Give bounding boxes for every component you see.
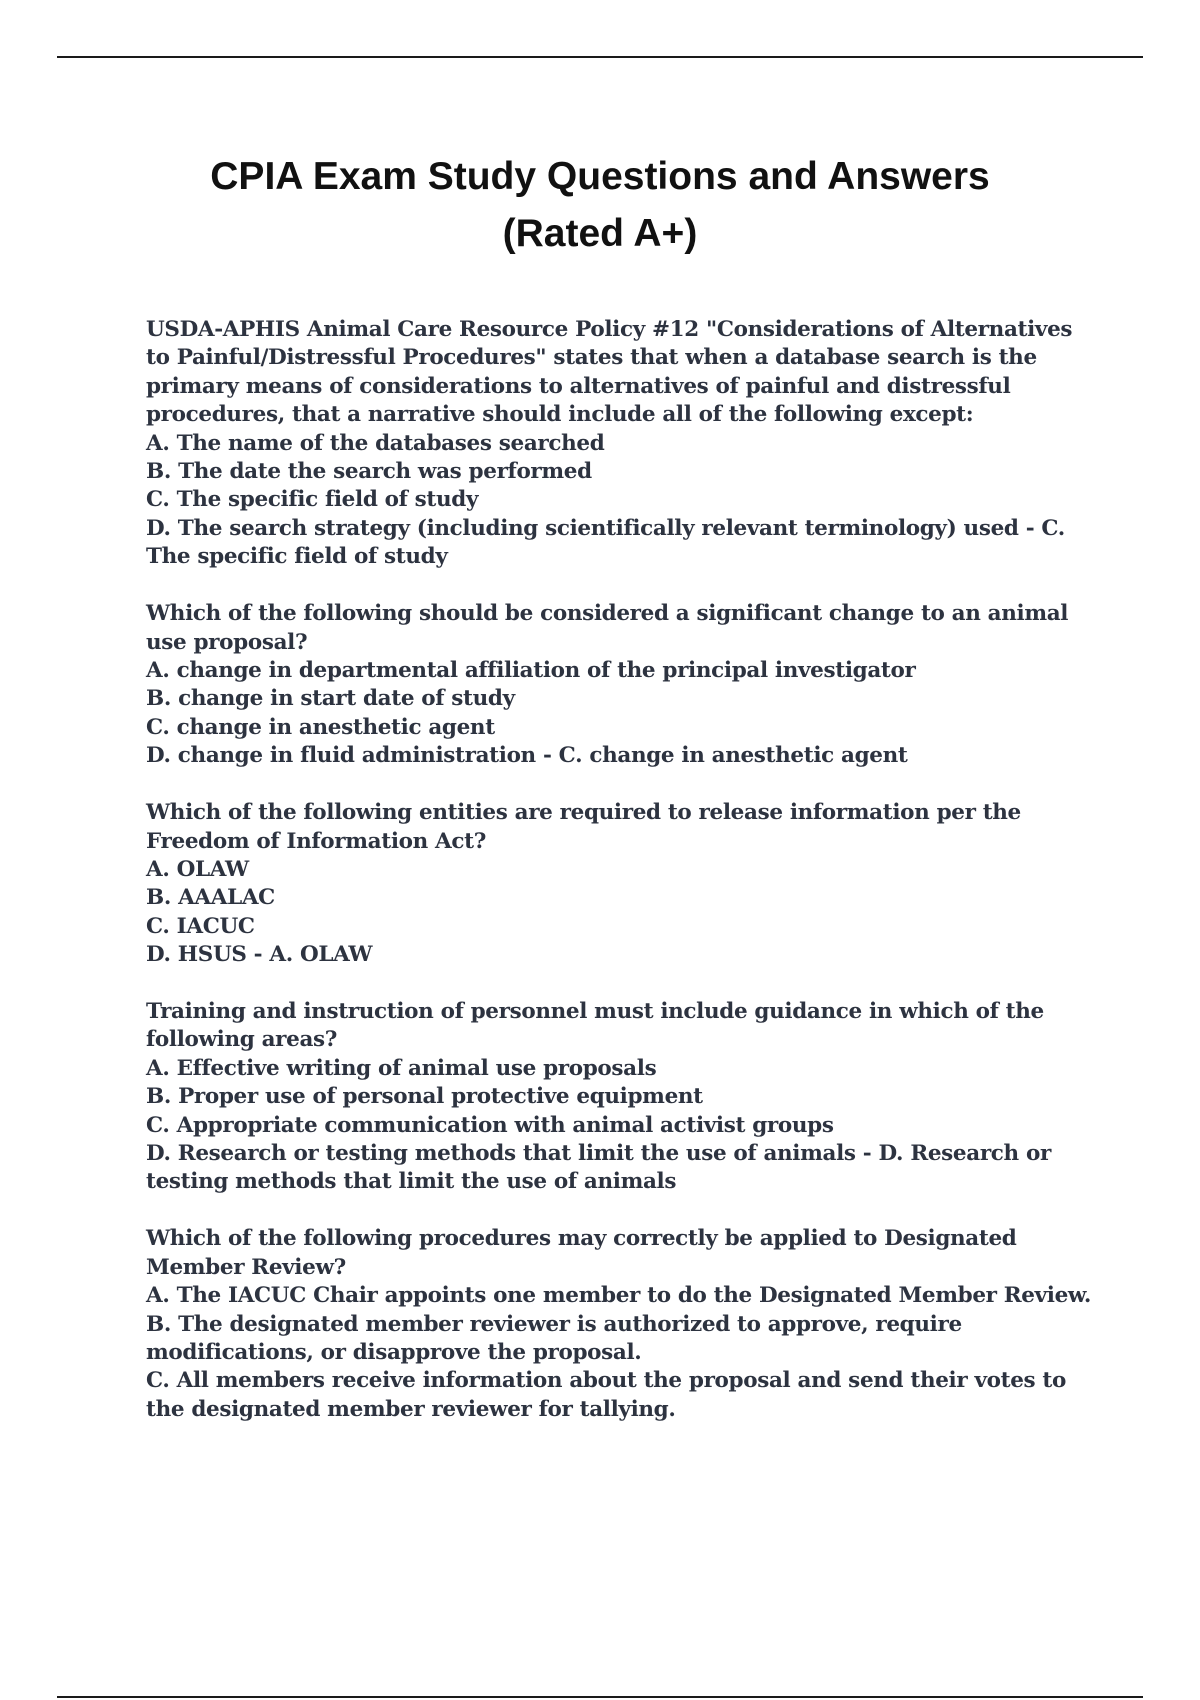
answer-option: A. The IACUC Chair appoints one member to do the Designated Member Review. [146, 1283, 1092, 1309]
answer-option: C. IACUC [146, 913, 255, 939]
answer-option: B. change in start date of study [146, 686, 515, 712]
question-text: USDA-APHIS Animal Care Resource Policy #12 "Considerations of Alternatives to Painful/Distressful Procedures" states that when a database search is the primary means of considerations to alternatives of painful and distressful procedures, that a narrative should include all of the following except: [146, 317, 1073, 428]
answer-option: D. HSUS - A. OLAW [146, 942, 373, 968]
answer-option: C. Appropriate communication with animal activist groups [146, 1112, 834, 1138]
answer-option: C. The specific field of study [146, 487, 479, 513]
question-text: Which of the following procedures may correctly be applied to Designated Member Review? [146, 1226, 1017, 1280]
title-line-1: CPIA Exam Study Questions and Answers [210, 155, 990, 198]
question-block [146, 316, 1096, 572]
answer-option: B. The date the search was performed [146, 459, 592, 485]
answer-option: D. change in fluid administration - C. change in anesthetic agent [146, 743, 908, 769]
answer-option: B. AAALAC [146, 885, 275, 911]
answer-option: C. change in anesthetic agent [146, 714, 495, 740]
answer-option: D. Research or testing methods that limit the use of animals - D. Research or testing methods that limit the use of animals [146, 1141, 1051, 1195]
question-text: Training and instruction of personnel must include guidance in which of the following areas? [146, 999, 1044, 1053]
question-text: Which of the following should be considered a significant change to an animal use proposal? [146, 601, 1069, 655]
question-list [146, 316, 1096, 1453]
question-block [146, 799, 1096, 969]
question-text: Which of the following entities are required to release information per the Freedom of Information Act? [146, 800, 1021, 854]
answer-option: A. The name of the databases searched [146, 430, 605, 456]
answer-option: C. All members receive information about the proposal and send their votes to the designated member reviewer for tallying. [146, 1368, 1066, 1422]
document-title [100, 148, 1100, 262]
answer-option: A. OLAW [146, 856, 249, 882]
answer-option: B. Proper use of personal protective equipment [146, 1084, 703, 1110]
top-rule [57, 56, 1143, 58]
answer-option: A. Effective writing of animal use proposals [146, 1055, 657, 1081]
answer-option: D. The search strategy (including scientifically relevant terminology) used - C. The specific field of study [146, 515, 1065, 570]
question-block [146, 998, 1096, 1197]
question-block [146, 1225, 1096, 1424]
answer-option: B. The designated member reviewer is authorized to approve, require modifications, or disapprove the proposal. [146, 1311, 962, 1365]
title-line-2: (Rated A+) [502, 212, 698, 255]
bottom-rule [57, 1696, 1143, 1698]
question-block [146, 600, 1096, 770]
answer-option: A. change in departmental affiliation of the principal investigator [146, 657, 916, 683]
